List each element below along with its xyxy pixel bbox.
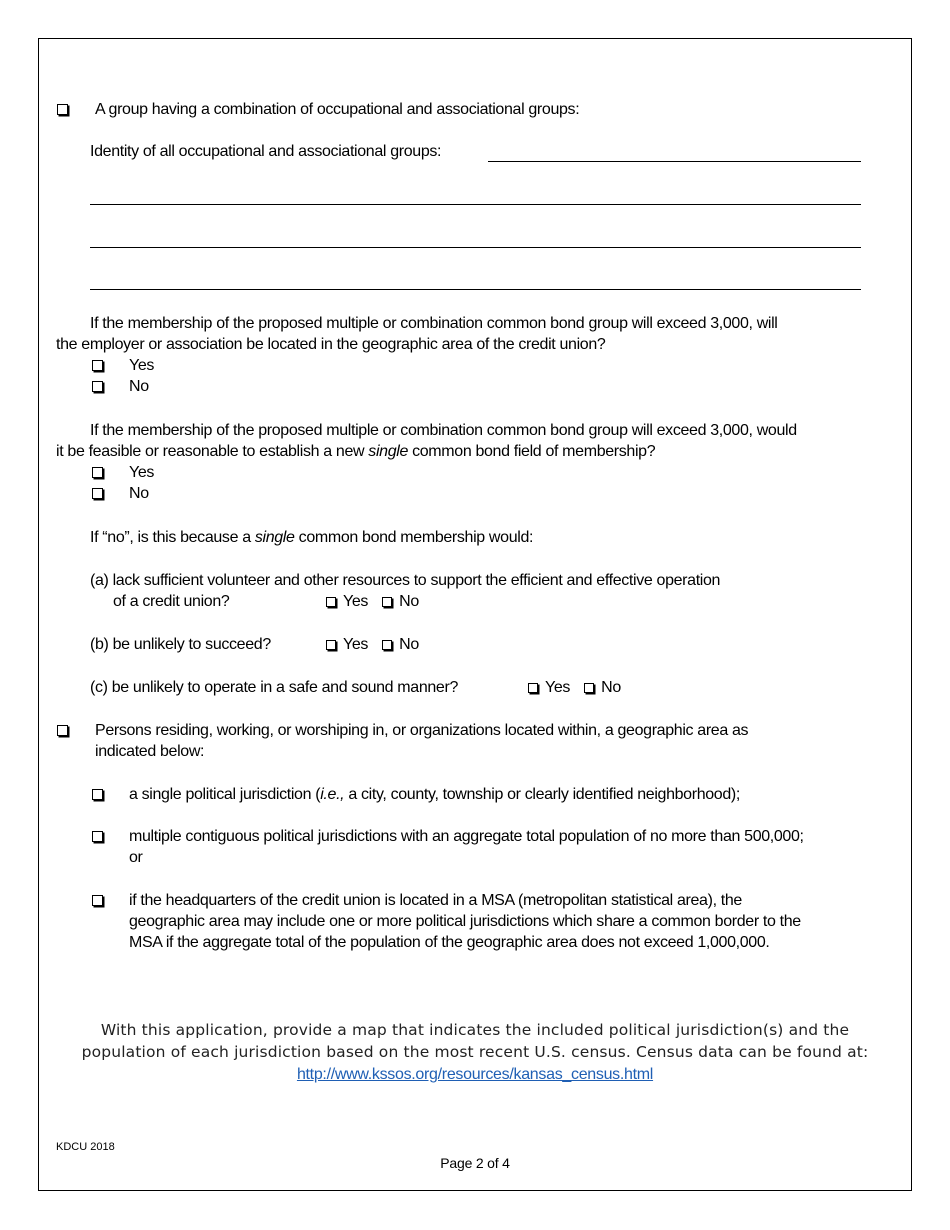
feasible-question-line2: it be feasible or reasonable to establish a new single common bond field of membership? [56,443,656,460]
reason-a-yes-label: Yes [343,593,369,610]
reason-a-yes-checkbox[interactable] [326,597,336,607]
census-link-row [40,1063,910,1086]
reason-c-no-checkbox[interactable] [584,683,594,693]
census-link[interactable]: http://www.kssos.org/resources/kansas_census.html [296,1066,654,1083]
map-instruction-line2: population of each jurisdiction based on the most recent U.S. census. Census data can be found at: [81,1043,869,1061]
map-instruction-line1: With this application, provide a map that indicates the included political jurisdiction(s) and the [100,1021,850,1039]
location-yes-label: Yes [129,357,155,374]
feasible-yes-checkbox[interactable] [92,467,103,478]
reason-a-line1: (a) lack sufficient volunteer and other resources to support the efficient and effective operation [90,572,721,589]
reason-a-no-label: No [399,593,419,610]
geographic-line2: indicated below: [95,743,205,760]
feasible-question-line1: If the membership of the proposed multiple or combination common bond group will exceed 3,000, would [90,422,797,439]
identity-input-line-3[interactable] [90,247,861,248]
location-no-label: No [129,378,149,395]
geo-option3-line3: MSA if the aggregate total of the population of the geographic area does not exceed 1,000,000. [129,934,770,951]
feasible-no-label: No [129,485,149,502]
geo-option3-checkbox[interactable] [92,895,103,906]
identity-input-line-1[interactable] [488,161,861,162]
reason-b-yes-checkbox[interactable] [326,640,336,650]
geo-option1-checkbox[interactable] [92,789,103,800]
reason-b-options [326,634,419,655]
reason-c-yes-checkbox[interactable] [528,683,538,693]
combination-heading: A group having a combination of occupational and associational groups: [95,101,580,118]
reason-c-yes-label: Yes [545,679,571,696]
reason-c-no-label: No [601,679,621,696]
reason-intro: If “no”, is this because a single common bond membership would: [90,529,534,546]
identity-input-line-2[interactable] [90,204,861,205]
geo-option1-text: a single political jurisdiction (i.e., a city, county, township or clearly identified neighborhood); [129,786,740,803]
location-yes-checkbox[interactable] [92,360,103,371]
reason-a-no-checkbox[interactable] [382,597,392,607]
geo-option2-checkbox[interactable] [92,831,103,842]
page-number: Page 2 of 4 [440,1155,510,1171]
geo-option3-line2: geographic area may include one or more political jurisdictions which share a common border to the [129,913,801,930]
reason-b-yes-label: Yes [343,636,369,653]
form-code: KDCU 2018 [56,1141,115,1153]
geo-option2-line2: or [129,849,143,866]
reason-c-options [528,677,621,698]
reason-b-no-label: No [399,636,419,653]
reason-b-no-checkbox[interactable] [382,640,392,650]
location-no-checkbox[interactable] [92,381,103,392]
identity-label: Identity of all occupational and associational groups: [90,143,442,160]
reason-a-options [326,591,419,612]
reason-c: (c) be unlikely to operate in a safe and sound manner? [90,679,459,696]
combination-group-checkbox[interactable] [57,104,68,115]
reason-a-line2: of a credit union? [113,593,230,610]
feasible-no-checkbox[interactable] [92,488,103,499]
location-question-line1: If the membership of the proposed multiple or combination common bond group will exceed 3,000, will [90,315,778,332]
reason-b: (b) be unlikely to succeed? [90,636,271,653]
identity-input-line-4[interactable] [90,289,861,290]
feasible-yes-label: Yes [129,464,155,481]
location-question-line2: the employer or association be located in the geographic area of the credit union? [56,336,606,353]
geographic-area-checkbox[interactable] [57,725,68,736]
geographic-line1: Persons residing, working, or worshiping in, or organizations located within, a geographic area as [95,722,749,739]
geo-option3-line1: if the headquarters of the credit union is located in a MSA (metropolitan statistical area), the [129,892,742,909]
geo-option2-line1: multiple contiguous political jurisdictions with an aggregate total population of no more than 500,000; [129,828,804,845]
